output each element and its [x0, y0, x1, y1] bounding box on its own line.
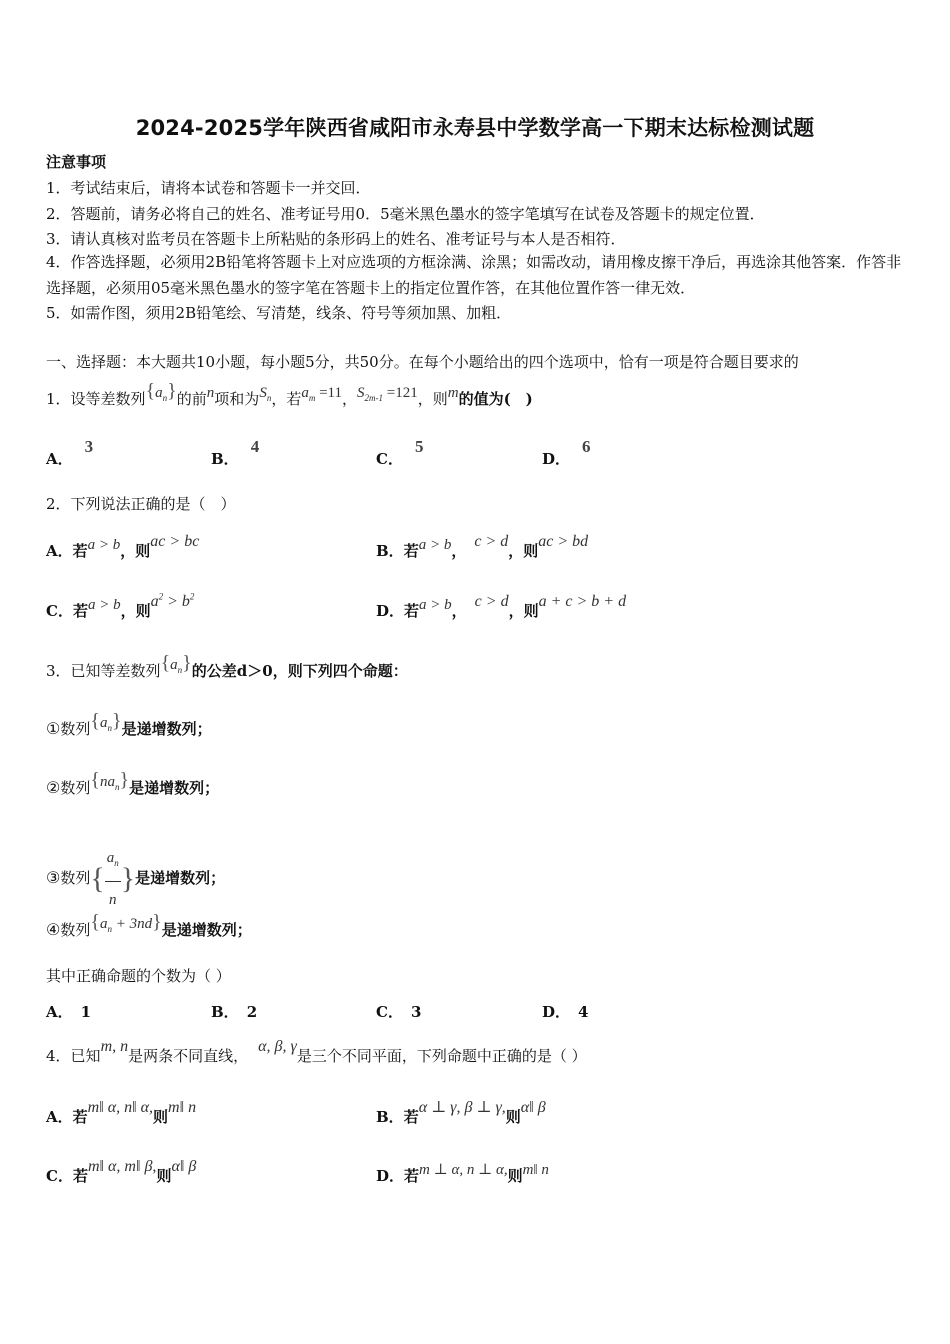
q1-option-c[interactable]: C．5: [376, 437, 424, 468]
q4-option-d[interactable]: D．若m ⊥ α, n ⊥ α,则m‖ n: [376, 1162, 549, 1185]
page-title: 2024-2025学年陕西省咸阳市永寿县中学数学高一下期末达标检测试题: [135, 116, 815, 140]
q2-option-c[interactable]: C．若a > b，则$a^2 > b^2$: [46, 591, 195, 620]
q3-option-c[interactable]: C． 3: [376, 1003, 422, 1021]
q1-text: ，若: [271, 390, 302, 408]
notice-item-4: 4．作答选择题，必须用2B铅笔将答题卡上对应选项的方框涂满、涂黑；如需改动，请用橡皮擦干净后，再选涂其他答案．作答非选择题，必须用05毫米黑色墨水的签字笔在答题卡上的指定位置作答，在其他位置作答一律无效．: [46, 253, 902, 297]
proposition-2: ②数列$\{na_n\}$是递增数列；: [46, 769, 220, 797]
q4-option-c[interactable]: C．若m‖ α, m‖ β,则α‖ β: [46, 1158, 197, 1185]
q1-text: 的前: [176, 390, 207, 408]
question-1: [46, 380, 533, 415]
question-number: 4．: [46, 1047, 71, 1065]
notice-item-2: 2．答题前，请务必将自己的姓名、准考证号用0．5毫米黑色墨水的签字笔填写在试卷及答题卡的规定位置．: [46, 205, 765, 223]
question-number: 1．: [46, 390, 71, 408]
q1-text: 设等差数列: [70, 390, 146, 408]
math-seq: $\{a_n\}$: [145, 380, 177, 403]
notice-item-3: 3．请认真核对监考员在答题卡上所粘贴的条形码上的姓名、准考证号与本人是否相符．: [46, 230, 626, 248]
notice-item-1: 1．考试结束后，请将本试卷和答题卡一并交回．: [46, 179, 371, 197]
q4-text: 是三个不同平面，下列命题中正确的是（ ）: [296, 1047, 587, 1065]
question-2: [46, 494, 236, 514]
q2-option-d[interactable]: D．若a > b，c > d，则a + c > b + d: [376, 593, 627, 620]
q1-text: 的值为( ): [458, 390, 533, 408]
math-am: $a_m =11$: [301, 385, 342, 403]
q4-option-b[interactable]: B．若α ⊥ γ, β ⊥ γ,则α‖ β: [376, 1099, 546, 1126]
q2-option-a[interactable]: A．若a > b，则ac > bc: [46, 533, 200, 560]
q2-option-b[interactable]: B．若a > b，c > d，则ac > bd: [376, 533, 589, 560]
q4-text: 是两条不同直线，: [128, 1047, 249, 1065]
notice-heading: 注意事项: [46, 153, 107, 171]
q4-text: 已知: [70, 1047, 101, 1065]
notice-item-5: 5．如需作图，须用2B铅笔绘、写清楚，线条、符号等须加黑、加粗．: [46, 304, 512, 322]
q1-text: ，则: [417, 390, 448, 408]
q3-option-b[interactable]: B． 2: [211, 1003, 258, 1021]
proposition-1: ①数列$\{a_n\}$是递增数列；: [46, 710, 212, 738]
question-number: 3．: [46, 662, 71, 680]
proposition-4: ④数列$\{a_n + 3nd\}$是递增数列；: [46, 911, 252, 939]
math-mn: m, n: [100, 1038, 129, 1055]
q3-option-d[interactable]: D． 4: [542, 1003, 589, 1021]
math-s2m: $S_{2m-1} =121$: [357, 385, 418, 403]
q2-text: 下列说法正确的是（ ）: [70, 495, 236, 513]
math-sn: $S_n$: [259, 385, 272, 403]
fraction: $\frac{a_n}{n}$: [105, 840, 121, 918]
q1-text: 项和为: [214, 390, 260, 408]
math-n: n: [206, 385, 215, 401]
q3-question: 其中正确命题的个数为（ ）: [46, 967, 231, 985]
question-3: [46, 652, 408, 687]
q4-option-a[interactable]: A．若m‖ α, n‖ α,则m‖ n: [46, 1099, 197, 1126]
q1-option-b[interactable]: B．4: [211, 437, 260, 468]
math-m: m: [447, 385, 459, 401]
proposition-3: ③数列{ $\frac{a_n}{n}$ }是递增数列；: [46, 840, 225, 918]
math-planes: α, β, γ: [258, 1038, 297, 1055]
q1-option-a[interactable]: A．3: [46, 437, 94, 468]
question-4: [46, 1038, 587, 1067]
section-heading: 一、选择题：本大题共10小题，每小题5分，共50分。在每个小题给出的四个选项中，恰有一项是符合题目要求的: [46, 353, 799, 371]
q3-text: 的公差d＞0，则下列四个命题：: [191, 662, 408, 680]
q1-text: ，: [341, 390, 357, 408]
q3-text: 已知等差数列: [70, 662, 161, 680]
q3-option-a[interactable]: A． 1: [46, 1003, 92, 1021]
question-number: 2．: [46, 495, 71, 513]
math-seq: $\{a_n\}$: [160, 652, 192, 675]
q1-option-d[interactable]: D．6: [542, 437, 591, 468]
